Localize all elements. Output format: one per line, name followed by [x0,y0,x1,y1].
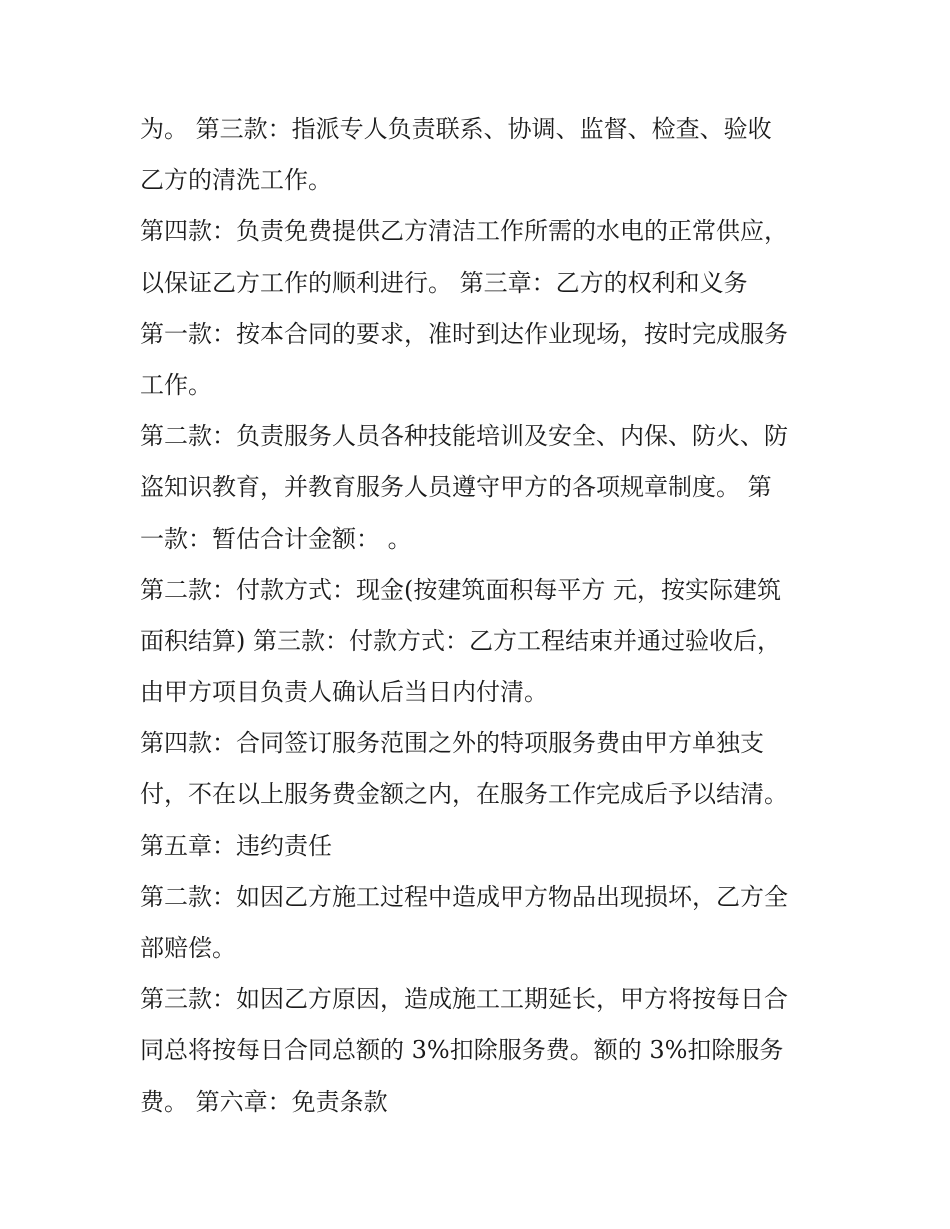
text-line: 第二款：负责服务人员各种技能培训及安全、内保、防火、防 [140,422,788,451]
text-line: 第一款：按本合同的要求，准时到达作业现场，按时完成服务 [140,319,788,348]
text-line: 面积结算) 第三款：付款方式：乙方工程结束并通过验收后， [140,626,781,655]
text-line: 为。 第三款：指派专人负责联系、协调、监督、检查、验收 [140,115,772,143]
text-line: 同总将按每日合同总额的 3%扣除服务费。额的 3%扣除服务 [140,1036,784,1065]
text-line: 第四款：合同签订服务范围之外的特项服务费由甲方单独支 [140,729,764,758]
text-line: 以保证乙方工作的顺利进行。 第三章：乙方的权利和义务 [140,268,748,297]
text-line: 工作。 [140,370,212,399]
text-line: 第二款：付款方式：现金(按建筑面积每平方 元，按实际建筑 [140,575,781,604]
text-line: 乙方的清洗工作。 [140,166,332,195]
text-line: 第四款：负责免费提供乙方清洁工作所需的水电的正常供应， [140,217,788,246]
text-line: 一款：暂估合计金额： 。 [140,524,412,553]
text-line: 盗知识教育，并教育服务人员遵守甲方的各项规章制度。 第 [140,473,772,502]
text-line: 第五章：违约责任 [140,831,332,860]
text-line: 第三款：如因乙方原因，造成施工工期延长，甲方将按每日合 [140,985,788,1014]
contract-text [140,104,820,1128]
text-line: 由甲方项目负责人确认后当日内付清。 [140,678,548,707]
text-line: 第二款：如因乙方施工过程中造成甲方物品出现损坏，乙方全 [140,882,788,911]
text-line: 费。 第六章：免责条款 [140,1087,388,1116]
text-line: 部赔偿。 [140,934,236,962]
text-line: 付，不在以上服务费金额之内，在服务工作完成后予以结清。 [140,780,788,809]
